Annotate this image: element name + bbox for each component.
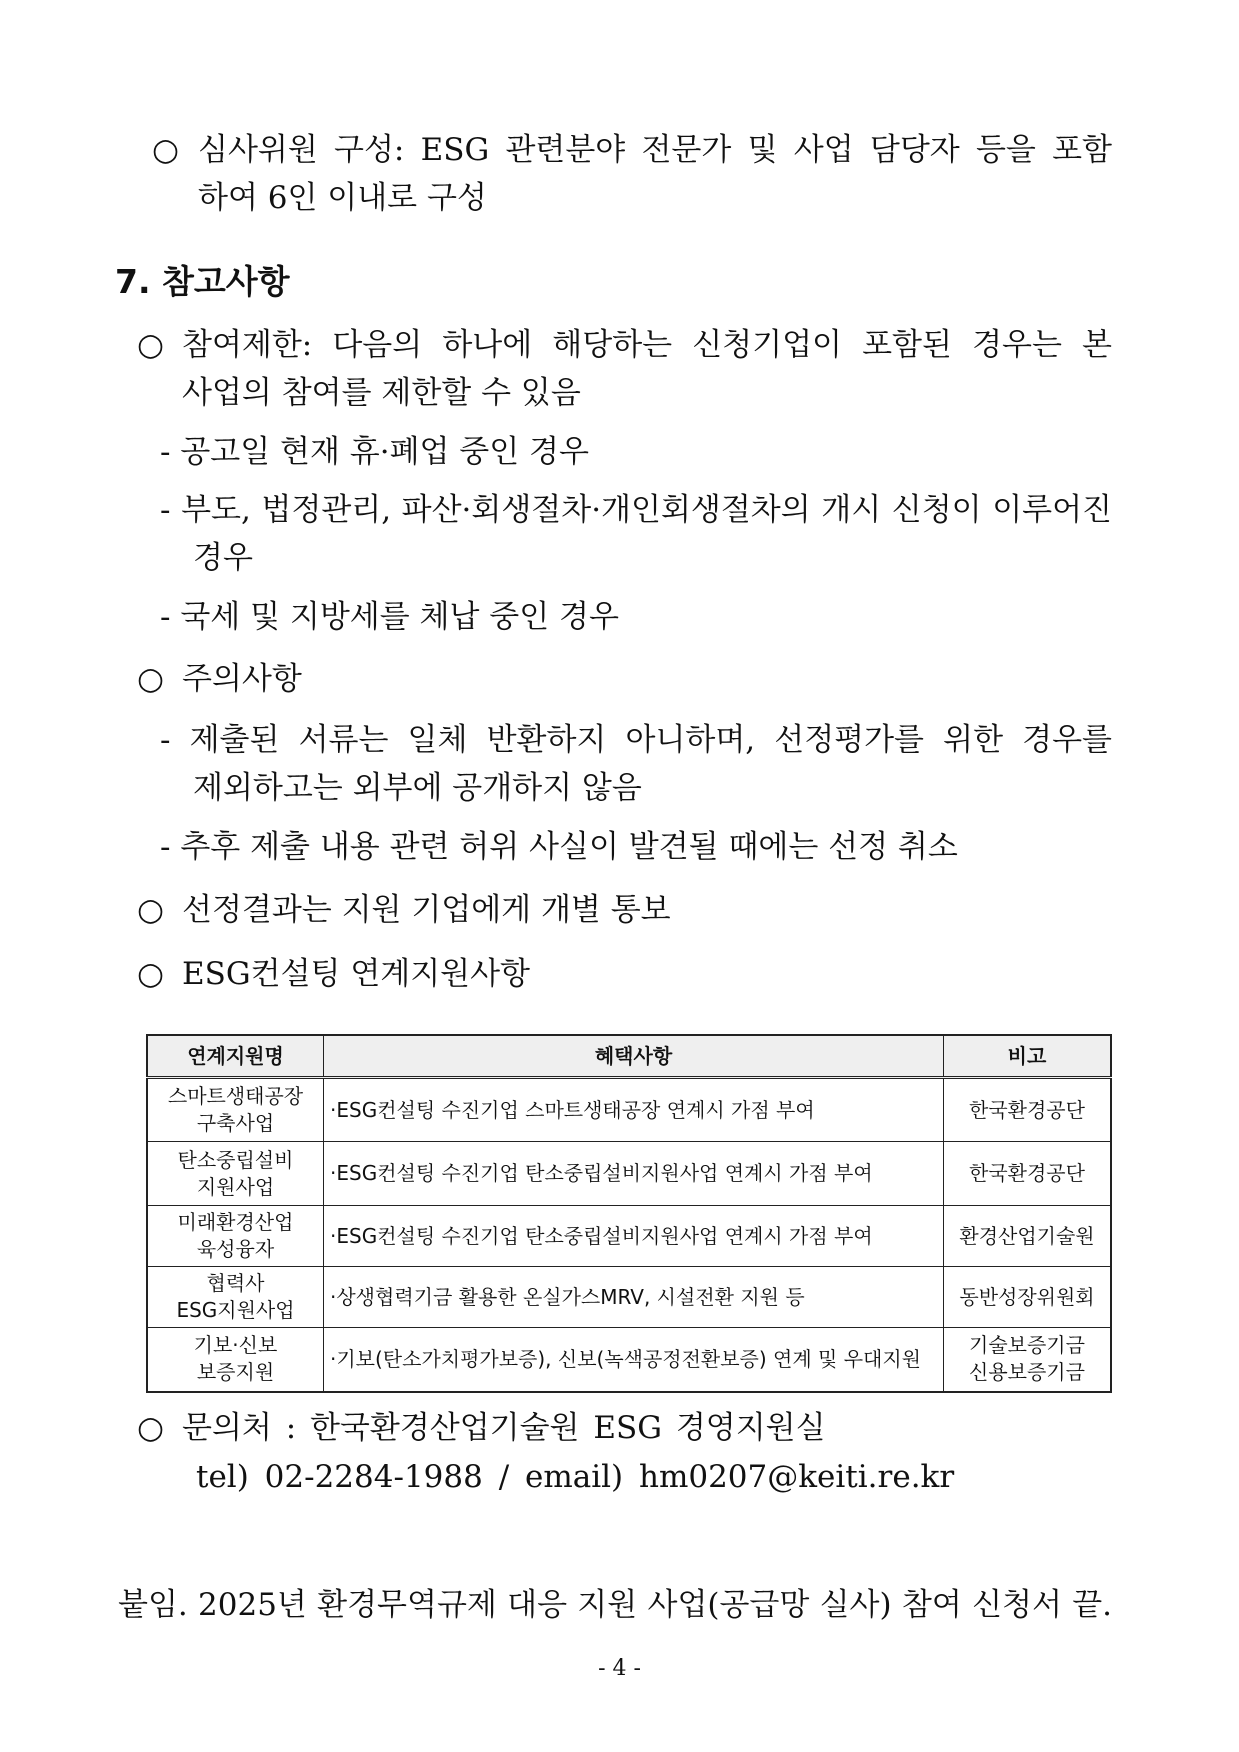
restriction-line2: 사업의 참여를 제한할 수 있음 (182, 375, 581, 411)
bullet-circle: ○ (137, 327, 165, 363)
bullet-circle: ○ (137, 956, 165, 992)
support-benefit: ·ESG컨설팅 수진기업 탄소중립설비지원사업 연계시 가점 부여 (324, 1142, 944, 1206)
header-name: 연계지원명 (147, 1035, 324, 1078)
table-row (147, 1267, 1111, 1328)
support-name: 스마트생태공장 구축사업 (147, 1078, 324, 1142)
support-name: 기보·신보 보증지원 (147, 1328, 324, 1392)
support-name: 탄소중립설비 지원사업 (147, 1142, 324, 1206)
table-header-row (147, 1035, 1111, 1078)
support-benefit: ·ESG컨설팅 수진기업 스마트생태공장 연계시 가점 부여 (324, 1078, 944, 1142)
caution-heading: 주의사항 (182, 661, 302, 697)
bullet-circle: ○ (137, 892, 165, 928)
restriction-dash-bankruptcy-line2: 경우 (193, 540, 253, 576)
support-note: 한국환경공단 (944, 1142, 1112, 1206)
contact-line2: tel) 02-2284-1988 / email) hm0207@keiti.re.kr (196, 1459, 955, 1495)
support-note: 한국환경공단 (944, 1078, 1112, 1142)
committee-composition-line1: 심사위원 구성: ESG 관련분야 전문가 및 사업 담당자 등을 포함 (198, 132, 1112, 168)
support-benefit: ·상생협력기금 활용한 온실가스MRV, 시설전환 지원 등 (324, 1267, 944, 1328)
linked-support-table (146, 1034, 1112, 1393)
committee-composition-line2: 하여 6인 이내로 구성 (198, 180, 487, 216)
attachment-note: 붙임. 2025년 환경무역규제 대응 지원 사업(공급망 실사) 참여 신청서 끝. (118, 1587, 1112, 1623)
support-note: 환경산업기술원 (944, 1206, 1112, 1267)
table-row (147, 1142, 1111, 1206)
support-benefit: ·기보(탄소가치평가보증), 신보(녹색공정전환보증) 연계 및 우대지원 (324, 1328, 944, 1392)
support-note: 기술보증기금 신용보증기금 (944, 1328, 1112, 1392)
section-title: 7. 참고사항 (115, 262, 290, 301)
restriction-line1: 참여제한: 다음의 하나에 해당하는 신청기업이 포함된 경우는 본 (182, 327, 1112, 363)
contact-line1: 문의처 : 한국환경산업기술원 ESG 경영지원실 (182, 1410, 826, 1446)
support-note: 동반성장위원회 (944, 1267, 1112, 1328)
caution-dash-documents-line1: - 제출된 서류는 일체 반환하지 아니하며, 선정평가를 위한 경우를 (160, 722, 1112, 758)
support-benefit: ·ESG컨설팅 수진기업 탄소중립설비지원사업 연계시 가점 부여 (324, 1206, 944, 1267)
caution-dash-documents-line2: 제외하고는 외부에 공개하지 않음 (193, 770, 642, 806)
table-row (147, 1328, 1111, 1392)
header-note: 비고 (944, 1035, 1112, 1078)
bullet-circle: ○ (152, 132, 180, 168)
header-benefit: 혜택사항 (324, 1035, 944, 1078)
table-row (147, 1078, 1111, 1142)
table-row (147, 1206, 1111, 1267)
result-notice: 선정결과는 지원 기업에게 개별 통보 (182, 892, 671, 928)
caution-dash-false-facts: - 추후 제출 내용 관련 허위 사실이 발견될 때에는 선정 취소 (160, 829, 958, 865)
restriction-dash-bankruptcy-line1: - 부도, 법정관리, 파산·회생절차·개인회생절차의 개시 신청이 이루어진 (160, 492, 1112, 528)
restriction-dash-closed: - 공고일 현재 휴·폐업 중인 경우 (160, 434, 589, 470)
restriction-dash-tax: - 국세 및 지방세를 체납 중인 경우 (160, 599, 619, 635)
bullet-circle: ○ (137, 1410, 165, 1446)
support-name: 협력사 ESG지원사업 (147, 1267, 324, 1328)
bullet-circle: ○ (137, 661, 165, 697)
support-name: 미래환경산업 육성융자 (147, 1206, 324, 1267)
linked-support-heading: ESG컨설팅 연계지원사항 (182, 956, 530, 992)
page-number: - 4 - (598, 1656, 641, 1681)
